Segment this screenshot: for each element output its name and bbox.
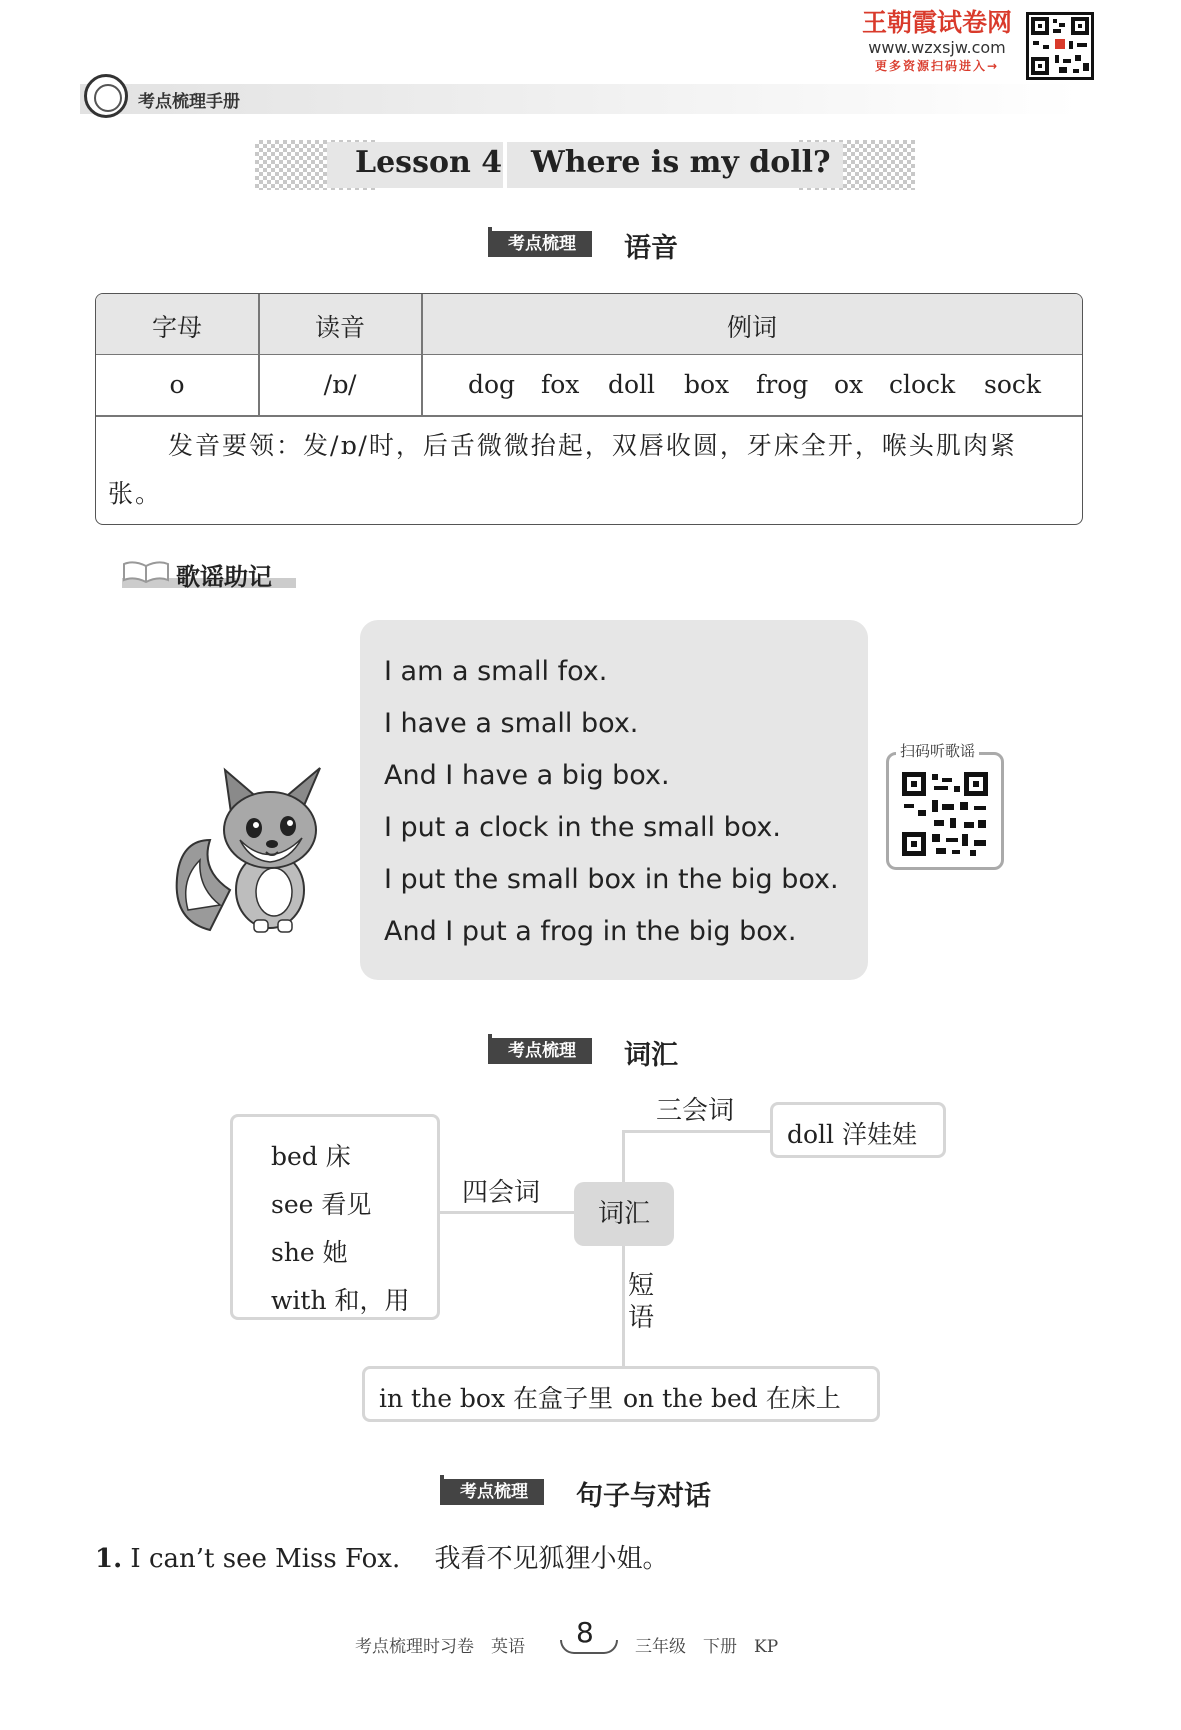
rhyme-line: I have a small box. [384,708,639,739]
header-examples: 例词 [726,313,777,342]
example-word: fox [541,370,580,399]
lesson-title-banner [255,140,915,190]
brand-block[interactable] [852,8,1022,74]
rhyme-qr-label: 扫码听歌谣 [896,740,979,761]
cell-letter: o [169,370,185,399]
map-connector [622,1130,625,1182]
brand-url[interactable]: www.wzxsjw.com [868,38,1006,57]
rhyme-box [360,620,868,980]
header-sound: 读音 [314,313,365,342]
map-connector [622,1246,625,1366]
sentence-number: 1. [95,1544,123,1574]
footer-left: 考点梳理时习卷 英语 [355,1637,525,1657]
phrase-item: in the box 在盒子里 [379,1384,614,1413]
header-letter: 字母 [151,313,202,342]
example-word: dog [468,370,516,399]
map-connector [622,1130,770,1133]
open-book-icon [122,558,170,584]
vocab-center-node: 词汇 [574,1182,674,1246]
section-tag-vocab: 考点梳理 [492,1038,592,1064]
phonics-table [95,293,1083,525]
vocab-word: see 看见 [271,1190,372,1219]
lesson-number: Lesson 4 [355,145,503,180]
section-title-vocab: 词汇 [624,1040,678,1071]
qr-code-icon[interactable] [1026,12,1094,80]
lesson-title-divider [503,142,507,188]
pronunciation-tip: 发音要领：发/ɒ/时，后舌微微抬起，双唇收圆，牙床全开，喉头肌肉紧张。 [108,431,1017,508]
brand-name: 王朝霞试卷网 [861,8,1012,37]
sentence-item [95,1538,669,1575]
rhyme-line: And I put a frog in the big box. [384,916,797,947]
publisher-logo [84,74,128,118]
vocab-word: with 和，用 [271,1286,410,1315]
table-divider [96,415,1082,417]
map-connector [440,1211,574,1214]
three-skill-label: 三会词 [656,1096,735,1126]
section-tag-sentences: 考点梳理 [444,1479,544,1505]
section-title-sentences: 句子与对话 [576,1481,711,1512]
example-word: doll [608,370,656,399]
rhyme-line: I put the small box in the big box. [384,864,839,895]
vocab-word: bed 床 [271,1142,351,1171]
fox-illustration [170,760,340,935]
three-skill-words-box [770,1102,946,1158]
cell-sound: /ɒ/ [323,370,357,399]
qr-code-icon[interactable] [900,770,990,858]
phrase-item: on the bed 在床上 [623,1384,841,1413]
phrases-box [362,1366,880,1422]
footer-right: 三年级 下册 KP [635,1637,779,1657]
rhyme-section-label: 歌谣助记 [176,563,272,591]
four-skill-words-box [230,1114,440,1320]
example-word: frog [756,370,809,399]
sentence-chinese: 我看不见狐狸小姐。 [434,1544,669,1574]
example-word: box [684,370,730,399]
lesson-title: Where is my doll? [531,145,831,180]
brand-tagline: 更多资源扫码进入→ [874,59,1000,73]
vocab-word: she 她 [271,1238,348,1267]
four-skill-label: 四会词 [462,1178,541,1208]
phrase-label: 短语 [628,1271,655,1333]
section-tag-phonics: 考点梳理 [492,231,592,257]
vocab-word: doll 洋娃娃 [787,1120,917,1149]
example-word: clock [889,370,956,399]
rhyme-line: I put a clock in the small box. [384,812,781,843]
rhyme-line: I am a small fox. [384,656,608,687]
handbook-title: 考点梳理手册 [138,92,240,112]
example-word: ox [834,370,864,399]
sentence-english: I can’t see Miss Fox. [130,1544,401,1574]
example-word: sock [984,370,1042,399]
page-number-bracket [560,1640,618,1654]
page-number: 8 [576,1616,594,1649]
section-title-phonics: 语音 [624,233,678,264]
rhyme-line: And I have a big box. [384,760,670,791]
